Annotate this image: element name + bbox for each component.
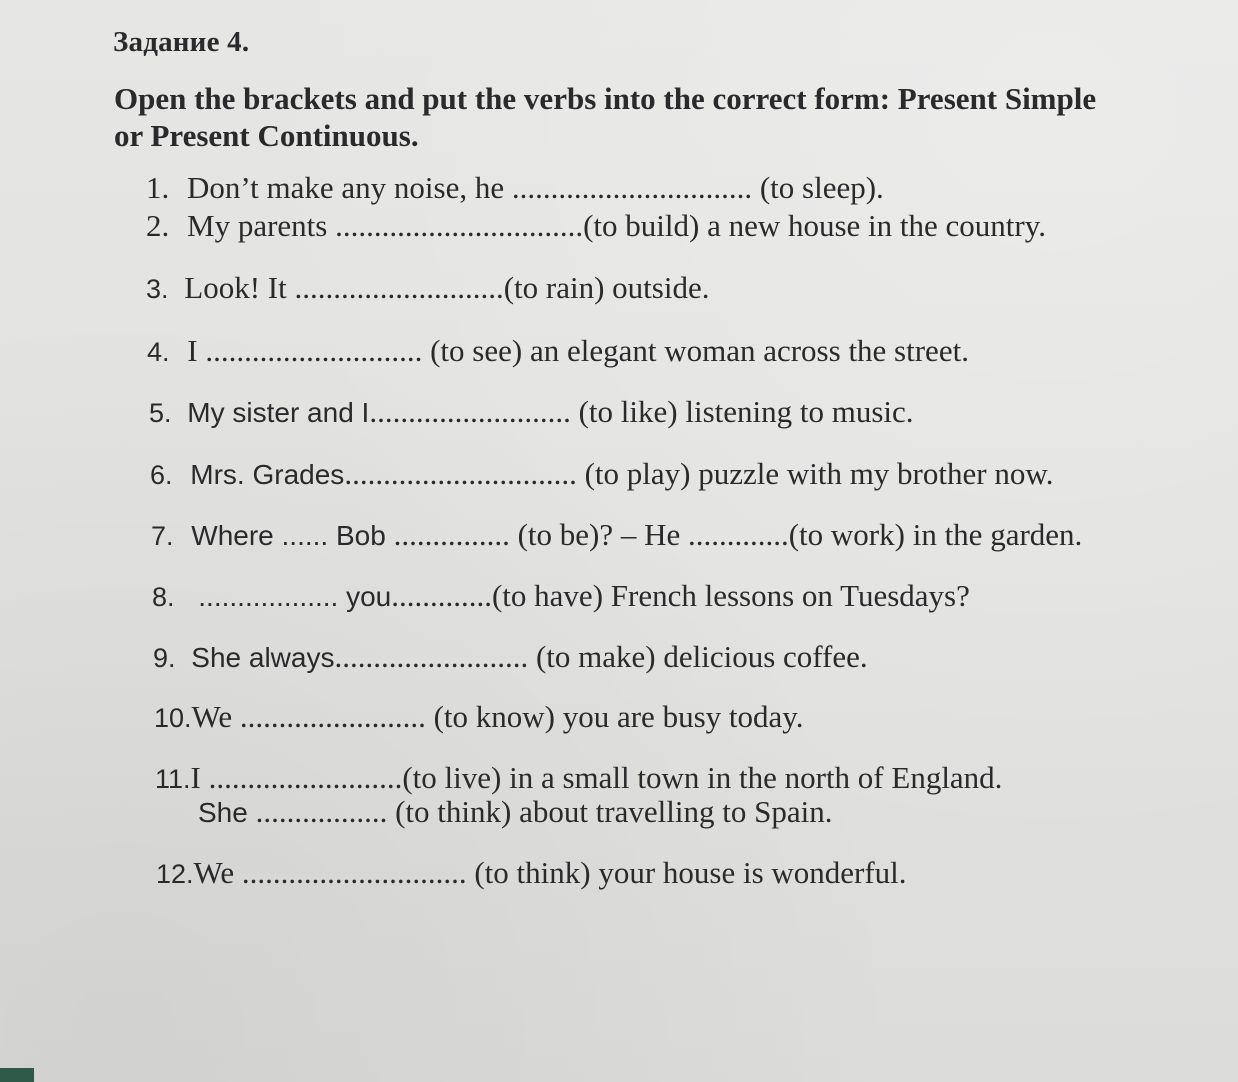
item-text-end: ............... (to be)? – He .............(to work) in the garden.	[385, 517, 1083, 552]
exercise-item-10	[154, 699, 804, 735]
item-number: 7.	[151, 521, 174, 551]
item-text-start: Mrs. Grades	[190, 459, 345, 490]
item-text-start: She always	[191, 642, 335, 673]
item-number: 1.	[146, 170, 170, 205]
item-text-start: My sister and I	[187, 397, 370, 428]
exercise-item-12	[156, 855, 907, 891]
item-number: 2.	[146, 208, 170, 243]
item-text: I ............................ (to see) an elegant woman across the street.	[187, 333, 969, 368]
item-number: 6.	[150, 460, 173, 490]
exercise-item-11-continued	[198, 794, 832, 830]
exercise-item-9	[153, 639, 868, 675]
item-number: 12.	[156, 859, 194, 889]
item-number: 3.	[146, 274, 169, 304]
item-number: 11.	[155, 764, 191, 794]
item-number: 4.	[147, 337, 170, 367]
item-text: I .........................(to live) in a small town in the north of England.	[190, 760, 1003, 795]
task-title: Задание 4.	[113, 26, 250, 58]
exercise-item-4	[147, 333, 969, 369]
item-text-end: ................. (to think) about travelling to Spain.	[247, 794, 833, 829]
item-number: 5.	[149, 398, 172, 428]
item-text: We ........................ (to know) you are busy today.	[191, 699, 804, 734]
item-text-end: .............................. (to play) puzzle with my brother now.	[344, 456, 1054, 491]
item-text: Don’t make any noise, he ............................... (to sleep).	[187, 170, 884, 205]
item-text-end: .............(to have) French lessons on Tuesdays?	[391, 578, 970, 613]
exercise-item-1	[146, 170, 884, 206]
exercise-item-3	[146, 270, 709, 306]
item-text-end: .......................... (to like) listening to music.	[369, 394, 914, 429]
item-text: Look! It ...........................(to rain) outside.	[184, 270, 710, 305]
exercise-item-11	[155, 760, 1002, 796]
exercise-item-7	[151, 517, 1082, 553]
exercise-item-2	[146, 208, 1046, 244]
item-number: 8.	[152, 582, 175, 612]
task-instruction: Open the brackets and put the verbs into the correct form: Present Simple or Present Continuous.	[114, 81, 1097, 153]
exercise-item-5	[149, 394, 914, 430]
item-text-start: Where ...... Bob	[191, 520, 386, 551]
item-text: We ............................. (to think) your house is wonderful.	[193, 855, 907, 890]
desk-edge	[0, 1068, 34, 1082]
exercise-item-8	[152, 578, 970, 614]
item-number: 10.	[154, 703, 192, 733]
item-text-start: .................. you	[198, 581, 392, 612]
item-text: My parents ................................(to build) a new house in the country.	[187, 208, 1046, 243]
item-text-end: ......................... (to make) delicious coffee.	[334, 639, 868, 674]
item-number: 9.	[153, 643, 176, 673]
exercise-item-6	[150, 456, 1053, 492]
item-text-start: She	[198, 797, 248, 828]
